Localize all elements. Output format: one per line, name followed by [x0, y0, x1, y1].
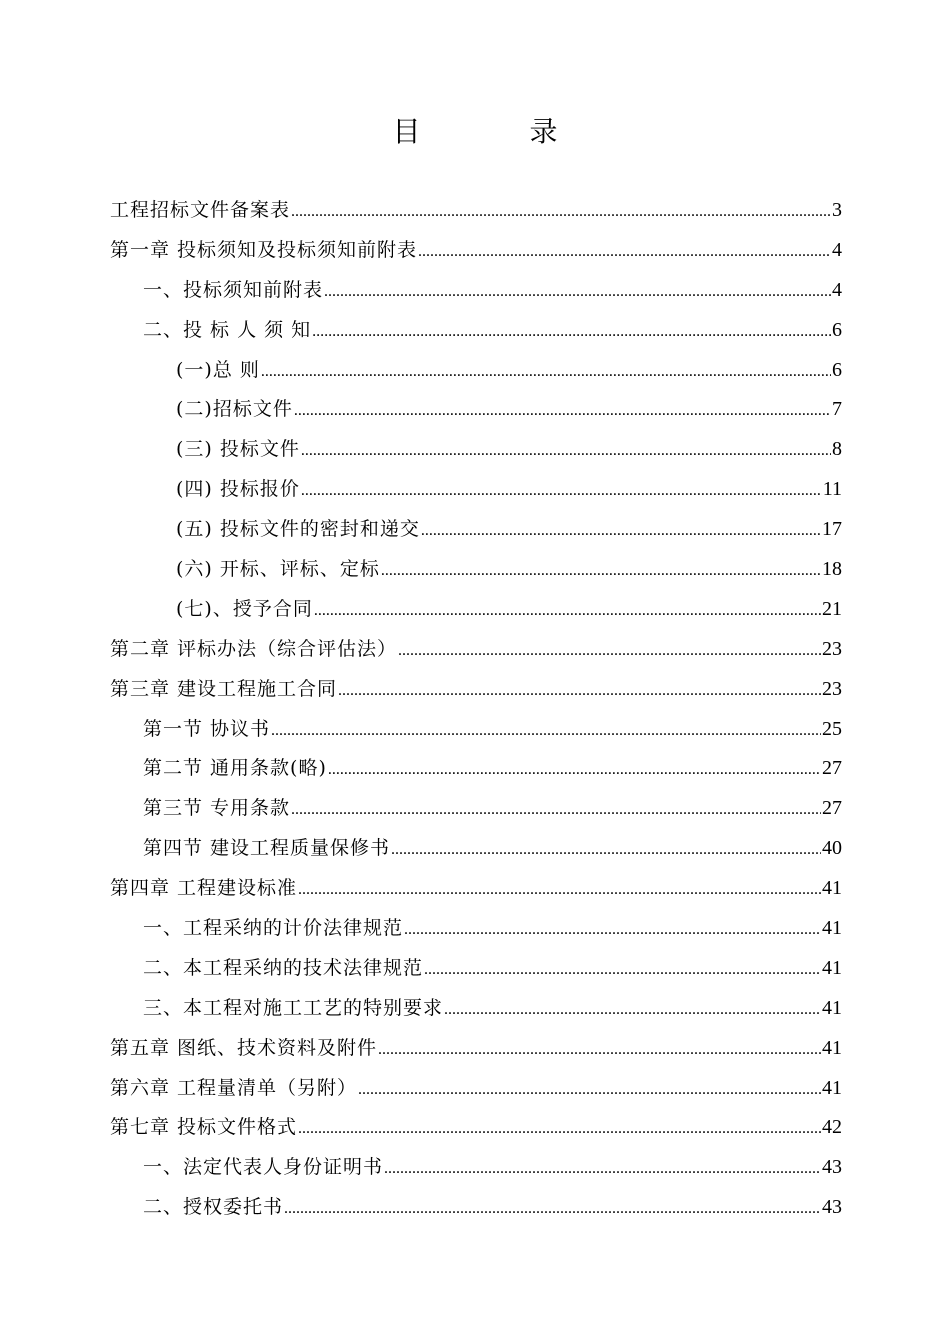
toc-entry[interactable]	[110, 869, 842, 909]
toc-dot-leader	[358, 1070, 821, 1110]
toc-entry[interactable]	[110, 989, 842, 1029]
toc-dot-leader	[421, 511, 821, 551]
toc-entry[interactable]	[110, 909, 842, 949]
toc-entry-page-number: 4	[832, 278, 842, 301]
toc-entry-page-number: 23	[822, 637, 842, 660]
toc-dot-leader	[284, 1189, 821, 1229]
toc-entry[interactable]	[110, 590, 842, 630]
toc-entry-page-number: 43	[822, 1156, 842, 1179]
toc-dot-leader	[381, 551, 821, 591]
toc-entry-label: 一、工程采纳的计价法律规范	[143, 917, 404, 940]
toc-entry-page-number: 4	[832, 238, 842, 261]
toc-dot-leader	[291, 192, 831, 232]
toc-entry-label: 二、投 标 人 须 知	[143, 318, 312, 341]
toc-dot-leader	[378, 1030, 821, 1070]
toc-entry[interactable]	[110, 311, 842, 351]
toc-entry-page-number: 41	[822, 956, 842, 979]
toc-dot-leader	[314, 591, 821, 631]
toc-entry-label: 一、投标须知前附表	[143, 278, 324, 301]
toc-dot-leader	[418, 232, 831, 272]
toc-entry-label: 第四节 建设工程质量保修书	[143, 837, 391, 860]
toc-dot-leader	[444, 990, 821, 1030]
toc-entry[interactable]	[110, 949, 842, 989]
toc-entry-label: 第五章 图纸、技术资料及附件	[110, 1036, 378, 1059]
toc-entry-page-number: 6	[832, 318, 842, 341]
toc-dot-leader	[404, 910, 821, 950]
toc-entry-label: (三) 投标文件	[176, 438, 300, 461]
toc-dot-leader	[324, 272, 831, 312]
toc-dot-leader	[301, 471, 822, 511]
toc-dot-leader	[312, 312, 831, 352]
toc-entry[interactable]	[110, 789, 842, 829]
toc-dot-leader	[291, 790, 821, 830]
toc-entry[interactable]	[110, 1108, 842, 1148]
toc-entry-page-number: 41	[822, 996, 842, 1019]
toc-dot-leader	[338, 671, 821, 711]
page-title: 目 录	[392, 115, 608, 148]
toc-dot-leader	[398, 631, 821, 671]
toc-entry-label: 工程招标文件备案表	[110, 199, 291, 221]
toc-dot-leader	[424, 950, 821, 990]
toc-entry-label: 第二章 评标办法（综合评估法）	[110, 637, 398, 660]
table-of-contents	[110, 191, 842, 1228]
toc-entry-label: (四) 投标报价	[176, 478, 300, 501]
toc-entry-label: 第三章 建设工程施工合同	[110, 677, 338, 700]
toc-entry-page-number: 41	[822, 1036, 842, 1059]
toc-entry-page-number: 3	[832, 199, 842, 221]
toc-entry[interactable]	[110, 670, 842, 710]
toc-entry[interactable]	[110, 430, 842, 470]
toc-entry-label: 第三节 专用条款	[143, 797, 291, 820]
toc-entry[interactable]	[110, 1069, 842, 1109]
toc-entry-page-number: 23	[822, 677, 842, 700]
toc-entry-page-number: 41	[822, 917, 842, 940]
toc-entry-page-number: 40	[822, 837, 842, 860]
toc-entry[interactable]	[110, 1188, 842, 1228]
toc-entry-page-number: 41	[822, 877, 842, 900]
toc-dot-leader	[328, 750, 821, 790]
toc-entry-label: (六) 开标、评标、定标	[176, 558, 380, 581]
toc-dot-leader	[294, 391, 831, 431]
toc-entry-page-number: 18	[822, 558, 842, 581]
toc-entry[interactable]	[110, 390, 842, 430]
toc-entry-page-number: 27	[822, 757, 842, 780]
toc-dot-leader	[391, 830, 821, 870]
toc-dot-leader	[271, 711, 821, 751]
toc-entry[interactable]	[110, 231, 842, 271]
toc-entry-page-number: 11	[822, 478, 842, 501]
toc-entry-label: 一、法定代表人身份证明书	[143, 1156, 384, 1179]
toc-entry[interactable]	[110, 191, 842, 231]
toc-entry[interactable]	[110, 271, 842, 311]
toc-entry[interactable]	[110, 710, 842, 750]
toc-entry[interactable]	[110, 1029, 842, 1069]
toc-entry-label: (五) 投标文件的密封和递交	[176, 518, 420, 541]
toc-entry[interactable]	[110, 829, 842, 869]
toc-dot-leader	[301, 431, 831, 471]
toc-entry-label: 三、本工程对施工工艺的特别要求	[143, 996, 444, 1019]
toc-entry-label: (二)招标文件	[176, 398, 293, 421]
toc-entry[interactable]	[110, 510, 842, 550]
toc-entry-page-number: 6	[832, 358, 842, 381]
toc-entry-page-number: 21	[822, 597, 842, 620]
toc-entry[interactable]	[110, 351, 842, 391]
toc-entry-label: 第六章 工程量清单（另附）	[110, 1076, 358, 1099]
toc-entry[interactable]	[110, 1148, 842, 1188]
toc-entry-label: 二、本工程采纳的技术法律规范	[143, 956, 424, 979]
toc-entry-label: 第二节 通用条款(略)	[143, 757, 327, 780]
toc-entry-label: 第七章 投标文件格式	[110, 1116, 298, 1139]
toc-entry-label: 第一章 投标须知及投标须知前附表	[110, 238, 418, 261]
toc-entry-label: (七)、授予合同	[176, 597, 313, 620]
toc-dot-leader	[298, 870, 821, 910]
toc-entry-page-number: 25	[822, 717, 842, 740]
toc-entry[interactable]	[110, 550, 842, 590]
toc-entry-page-number: 43	[822, 1196, 842, 1219]
toc-dot-leader	[384, 1149, 821, 1189]
toc-entry[interactable]	[110, 470, 842, 510]
toc-dot-leader	[298, 1109, 821, 1149]
toc-entry-label: 二、授权委托书	[143, 1196, 284, 1219]
toc-entry[interactable]	[110, 749, 842, 789]
toc-entry-label: 第一节 协议书	[143, 717, 271, 740]
toc-entry-page-number: 42	[822, 1116, 842, 1139]
toc-entry-page-number: 41	[822, 1076, 842, 1099]
toc-entry[interactable]	[110, 630, 842, 670]
toc-entry-page-number: 7	[832, 398, 842, 421]
toc-entry-page-number: 8	[832, 438, 842, 461]
toc-entry-label: 第四章 工程建设标准	[110, 877, 298, 900]
toc-entry-page-number: 27	[822, 797, 842, 820]
toc-entry-page-number: 17	[822, 518, 842, 541]
toc-entry-label: (一)总 则	[176, 358, 260, 381]
toc-dot-leader	[261, 352, 831, 392]
